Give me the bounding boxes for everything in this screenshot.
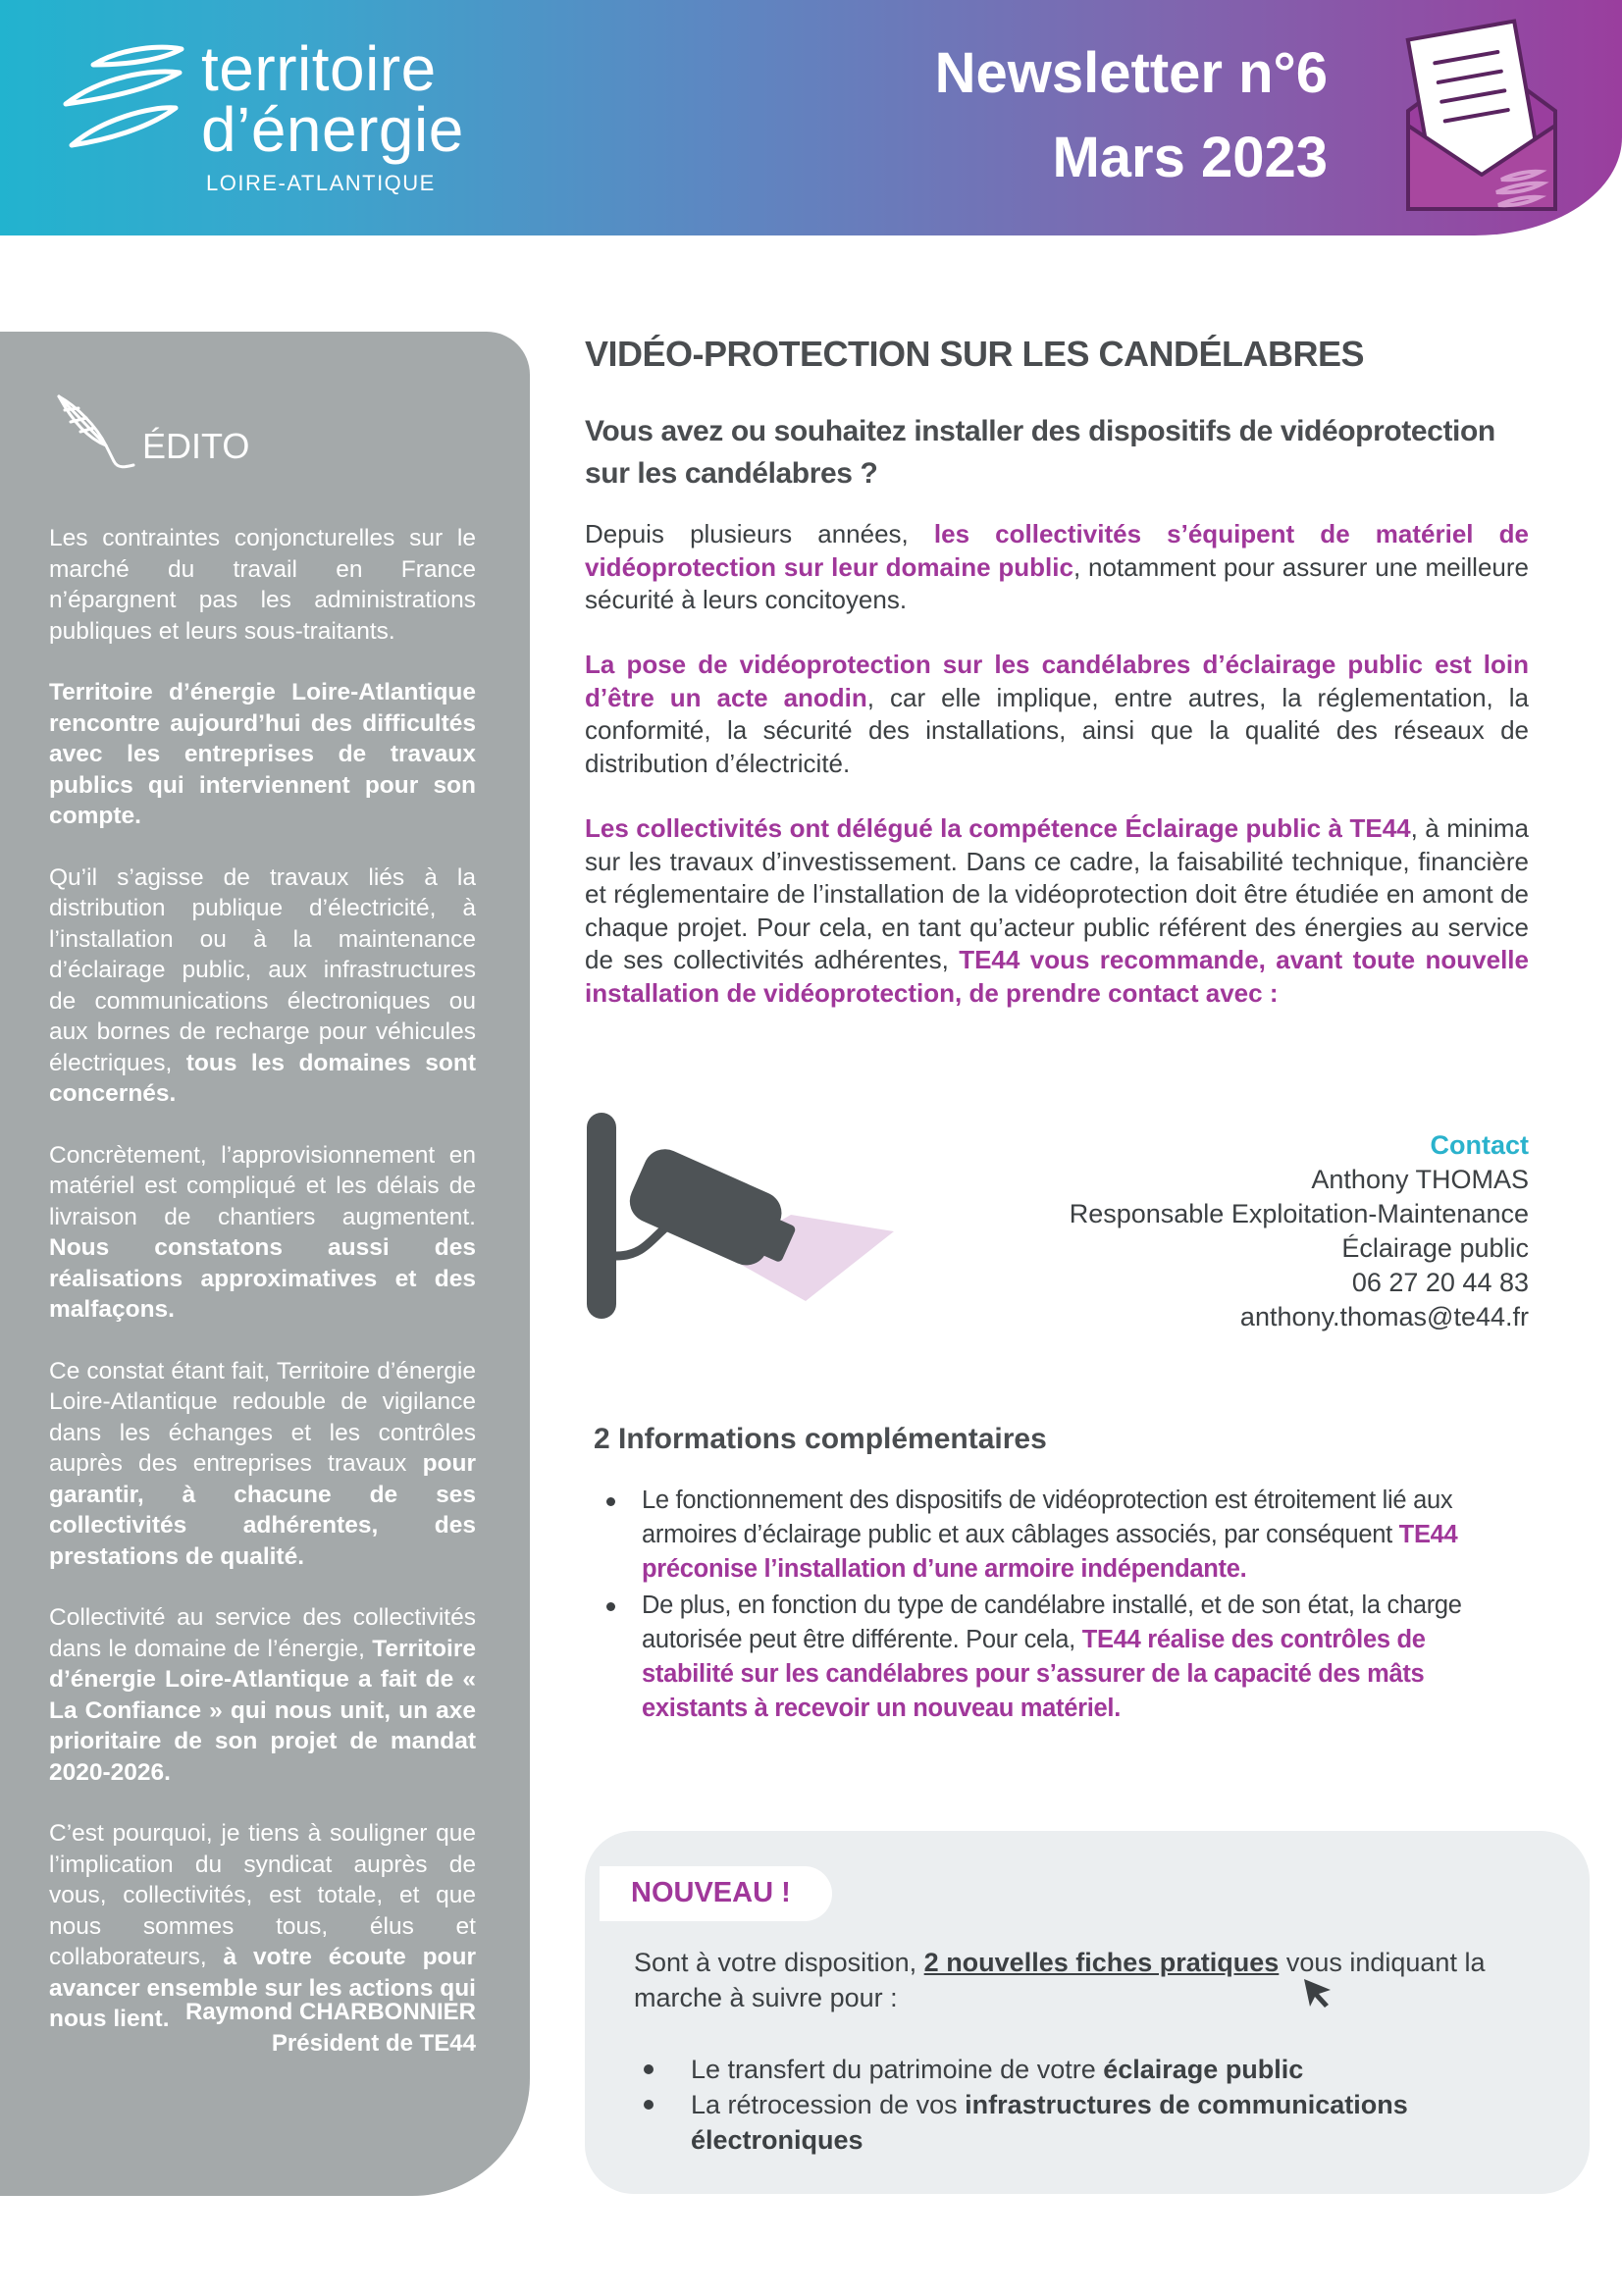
contact-label: Contact (1430, 1130, 1529, 1160)
edito-paragraph: Les contraintes conjoncturelles sur le marché du travail en France n’épargnent pas les administrations publiques et leurs sous-traitants. (49, 525, 476, 645)
list-item: La rétrocession de vos infrastructures de communications électroniques (644, 2087, 1546, 2158)
article-title: VIDÉO-PROTECTION SUR LES CANDÉLABRES (585, 334, 1365, 374)
nouveau-list (644, 2052, 1546, 2158)
nouveau-text: Sont à votre disposition, 2 nouvelles fiches pratiques vous indiquant la marche à suivre pour : (634, 1948, 1486, 2012)
bullet (606, 1497, 615, 1506)
newsletter-number: Newsletter n°6 (934, 41, 1328, 105)
article-paragraph-1: Depuis plusieurs années, les collectivités s’équipent de matériel de vidéoprotection sur leur domaine public, notamment pour assurer une meilleure sécurité à leurs concitoyens. (585, 519, 1529, 614)
article-paragraph-3: Les collectivités ont délégué la compétence Éclairage public à TE44, à minima sur les travaux d’investissement. Dans ce cadre, la faisabilité technique, financière et réglementaire de l’installation de la vidéoprotection doit être étudiée en amont de chaque projet. Pour cela, en tant qu’acteur public référent des énergies au service de ses collectivités adhérentes, TE44 vous recommande, avant toute nouvelle installation de vidéoprotection, de prendre contact avec : (585, 813, 1530, 1008)
signature-role: Président de TE44 (271, 2030, 476, 2057)
contact-role-2: Éclairage public (1341, 1233, 1529, 1263)
list-item: De plus, en fonction du type de candélabre installé, et de son état, la charge autorisée peut être différente. Pour cela, TE44 réalise des contrôles de stabilité sur les candélabres pour s’assurer de la capacité des mâts existants à recevoir un nouveau matériel. (602, 1589, 1520, 1726)
contact-role-1: Responsable Exploitation-Maintenance (1069, 1199, 1529, 1228)
logo-line-3: LOIRE-ATLANTIQUE (206, 171, 436, 195)
article-subtitle: Vous avez ou souhaitez installer des dispositifs de vidéoprotection sur les candélabres ? (585, 415, 1495, 490)
nouveau-tag (600, 1866, 832, 1921)
edito-paragraph: Qu’il s’agisse de travaux liés à la distribution publique d’électricité, à l’installation ou à la maintenance d’éclairage public, aux infrastructures de communications électroniques ou aux bornes de recharge pour véhicules électriques, tous les domaines sont concernés. (49, 863, 476, 1107)
edito-body (49, 523, 476, 2065)
logo-line-2: d’énergie (201, 94, 464, 165)
signature-name: Raymond CHARBONNIER (184, 1999, 476, 2025)
contact-phone: 06 27 20 44 83 (1351, 1268, 1529, 1297)
nouveau-label: NOUVEAU ! (631, 1877, 791, 1908)
edito-paragraph: Ce constat étant fait, Territoire d’énergie Loire-Atlantique redouble de vigilance dans les échanges et les contrôles auprès des entreprises travaux pour garantir, à chacune de ses collectivités adhérentes, des prestations de qualité. (49, 1357, 476, 1570)
cursor-icon (1301, 1976, 1334, 2009)
list-item: Le fonctionnement des dispositifs de vidéoprotection est étroitement lié aux armoires d’éclairage public et aux câblages associés, par conséquent TE44 préconise l’installation d’une armoire indépendante. (602, 1484, 1520, 1587)
infos-title: 2 Informations complémentaires (594, 1423, 1047, 1455)
edito-paragraph: C’est pourquoi, je tiens à souligner que l’implication du syndicat auprès de vous, collectivités, est totale, et que nous sommes tous, élus et collaborateurs, à votre écoute pour avancer ensemble sur les actions qui nous lient. (49, 1820, 476, 2032)
camera-icon (585, 1109, 899, 1364)
logo-wings-icon (54, 37, 191, 165)
contact-email[interactable]: anthony.thomas@te44.fr (1239, 1302, 1529, 1331)
edito-label: ÉDITO (142, 426, 250, 466)
edito-paragraph: Concrètement, l’approvisionnement en matériel est compliqué et les délais de livraison de chantiers augmentent. Nous constatons aussi des réalisations approximatives et des malfaçons. (49, 1141, 476, 1323)
edito-paragraph: Territoire d’énergie Loire-Atlantique rencontre aujourd’hui des difficultés avec les entreprises de travaux publics qui interviennent pour son compte. (49, 679, 476, 829)
bullet (644, 2064, 654, 2074)
edito-column (0, 332, 530, 2196)
envelope-letter-icon (1398, 18, 1565, 224)
newsletter-title (935, 31, 1328, 200)
logo-line-1: territoire (201, 33, 437, 104)
bullet (644, 2100, 654, 2110)
quill-pen-icon (49, 389, 137, 477)
edito-signature (49, 1997, 476, 2060)
edito-header (49, 389, 250, 482)
contact-block (940, 1128, 1529, 1334)
infos-list (602, 1484, 1520, 1728)
contact-name: Anthony THOMAS (1311, 1165, 1529, 1194)
edito-paragraph: Collectivité au service des collectivités dans le domaine de l’énergie, Territoire d’énergie Loire-Atlantique a fait de « La Confiance » qui nous unit, un axe prioritaire de son projet de mandat 2020-2026. (49, 1604, 476, 1786)
fiches-pratiques-link[interactable]: 2 nouvelles fiches pratiques (923, 1948, 1280, 1977)
bullet (606, 1602, 615, 1611)
newsletter-date: Mars 2023 (1052, 126, 1328, 189)
header-banner (0, 0, 1622, 235)
nouveau-box (585, 1831, 1590, 2194)
article-paragraph-2: La pose de vidéoprotection sur les candélabres d’éclairage public est loin d’être un acte anodin, car elle implique, entre autres, la réglementation, la conformité, la sécurité des installations, ainsi que la qualité des réseaux de distribution d’électricité. (585, 650, 1529, 778)
list-item: Le transfert du patrimoine de votre éclairage public (644, 2052, 1546, 2087)
